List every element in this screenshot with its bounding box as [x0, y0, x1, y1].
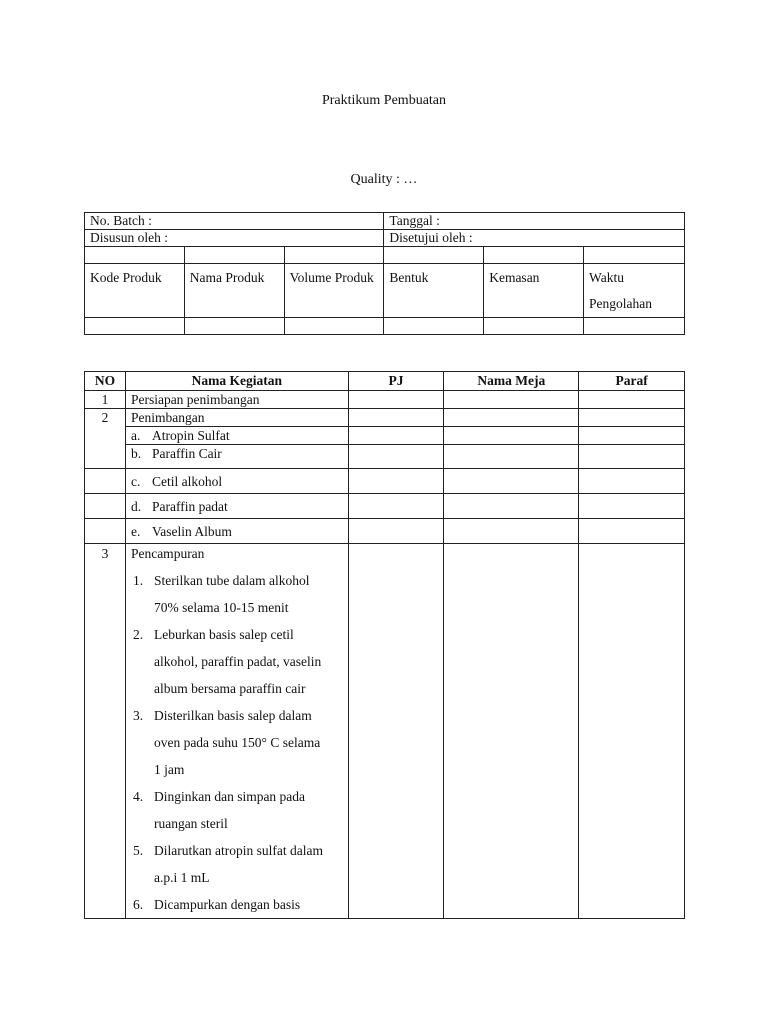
pj-cell	[348, 427, 444, 445]
step-line: Sterilkan tube dalam alkohol	[153, 573, 310, 588]
col-bentuk: Bentuk	[384, 264, 484, 318]
header-nama-meja: Nama Meja	[444, 372, 579, 391]
step-marker: 6.	[132, 897, 144, 912]
pj-cell	[348, 391, 444, 409]
list-item	[125, 469, 348, 494]
step-marker: 3.	[132, 708, 144, 723]
activity-name: Pencampuran	[130, 546, 205, 561]
table-row	[85, 427, 685, 445]
row-number: 1	[85, 391, 126, 409]
step-line: Disterilkan basis salep dalam	[153, 708, 312, 723]
col-waktu-pengolahan: Waktu Pengolahan	[584, 264, 685, 318]
pj-cell	[348, 409, 444, 427]
step-marker: 5.	[132, 843, 144, 858]
meja-cell	[444, 544, 579, 919]
item-marker: b.	[130, 446, 142, 461]
list-item	[125, 427, 348, 445]
batch-number-cell: No. Batch :	[85, 213, 384, 230]
step-line: oven pada suhu 150° C selama	[153, 735, 321, 750]
step-line: 1 jam	[153, 762, 185, 777]
step-line: album bersama paraffin cair	[153, 681, 306, 696]
table-row	[85, 494, 685, 519]
header-nama-kegiatan: Nama Kegiatan	[125, 372, 348, 391]
empty-cell	[584, 247, 685, 264]
batch-info-table	[84, 212, 685, 335]
activity-name: Penimbangan	[125, 409, 348, 427]
table-row	[85, 519, 685, 544]
empty-cell	[184, 247, 284, 264]
meja-cell	[444, 409, 579, 427]
activity-steps	[125, 544, 348, 919]
paraf-cell	[579, 544, 685, 919]
empty-cell	[484, 247, 584, 264]
step-line: Dilarutkan atropin sulfat dalam	[153, 843, 324, 858]
col-nama-produk: Nama Produk	[184, 264, 284, 318]
step-line: Dicampurkan dengan basis	[153, 897, 301, 912]
item-marker: e.	[130, 524, 141, 539]
meja-cell	[444, 494, 579, 519]
item-text: Atropin Sulfat	[151, 428, 230, 443]
pj-cell	[348, 519, 444, 544]
empty-cell	[384, 247, 484, 264]
col-kode-produk: Kode Produk	[85, 264, 185, 318]
pj-cell	[348, 494, 444, 519]
list-item	[133, 567, 343, 621]
row-number: 3	[85, 544, 126, 919]
empty-cell	[85, 469, 126, 494]
table-row	[85, 544, 685, 919]
activity-table	[84, 371, 685, 919]
meja-cell	[444, 469, 579, 494]
step-line: a.p.i 1 mL	[153, 870, 210, 885]
table-row	[85, 469, 685, 494]
meja-cell	[444, 519, 579, 544]
list-item	[133, 837, 343, 891]
header-pj: PJ	[348, 372, 444, 391]
approved-by-cell: Disetujui oleh :	[384, 230, 685, 247]
col-volume-produk: Volume Produk	[284, 264, 384, 318]
empty-cell	[384, 318, 484, 335]
meja-cell	[444, 445, 579, 469]
item-marker: a.	[130, 428, 141, 443]
empty-cell	[484, 318, 584, 335]
paraf-cell	[579, 409, 685, 427]
table-row	[85, 409, 685, 427]
item-text: Paraffin padat	[151, 499, 228, 514]
table-row	[85, 391, 685, 409]
item-text: Vaselin Album	[151, 524, 232, 539]
list-item	[125, 519, 348, 544]
prepared-by-cell: Disusun oleh :	[85, 230, 384, 247]
table-row	[85, 445, 685, 469]
empty-cell	[85, 494, 126, 519]
step-marker: 4.	[132, 789, 144, 804]
empty-cell	[584, 318, 685, 335]
paraf-cell	[579, 519, 685, 544]
list-item	[133, 783, 343, 837]
activity-name: Persiapan penimbangan	[125, 391, 348, 409]
date-cell: Tanggal :	[384, 213, 685, 230]
empty-cell	[85, 247, 185, 264]
paraf-cell	[579, 445, 685, 469]
empty-cell	[85, 318, 185, 335]
paraf-cell	[579, 494, 685, 519]
step-line: alkohol, paraffin padat, vaselin	[153, 654, 322, 669]
step-line: 70% selama 10-15 menit	[153, 600, 289, 615]
col-kemasan: Kemasan	[484, 264, 584, 318]
step-marker: 1.	[132, 573, 144, 588]
empty-cell	[284, 247, 384, 264]
document-subtitle: Quality : …	[350, 172, 418, 187]
item-text: Cetil alkohol	[151, 474, 223, 489]
empty-cell	[284, 318, 384, 335]
step-line: Leburkan basis salep cetil	[153, 627, 294, 642]
step-line: Dinginkan dan simpan pada	[153, 789, 306, 804]
header-paraf: Paraf	[579, 372, 685, 391]
empty-cell	[85, 519, 126, 544]
list-item	[133, 621, 343, 702]
list-item	[125, 445, 348, 469]
step-marker: 2.	[132, 627, 144, 642]
pj-cell	[348, 544, 444, 919]
header-no: NO	[85, 372, 126, 391]
list-item	[125, 494, 348, 519]
item-marker: d.	[130, 499, 142, 514]
paraf-cell	[579, 469, 685, 494]
list-item	[133, 891, 343, 918]
paraf-cell	[579, 391, 685, 409]
meja-cell	[444, 391, 579, 409]
item-text: Paraffin Cair	[151, 446, 222, 461]
pj-cell	[348, 445, 444, 469]
empty-cell	[184, 318, 284, 335]
meja-cell	[444, 427, 579, 445]
row-number: 2	[85, 409, 126, 469]
pj-cell	[348, 469, 444, 494]
list-item	[133, 702, 343, 783]
step-line: ruangan steril	[153, 816, 228, 831]
document-title: Praktikum Pembuatan	[321, 93, 447, 108]
paraf-cell	[579, 427, 685, 445]
item-marker: c.	[130, 474, 141, 489]
